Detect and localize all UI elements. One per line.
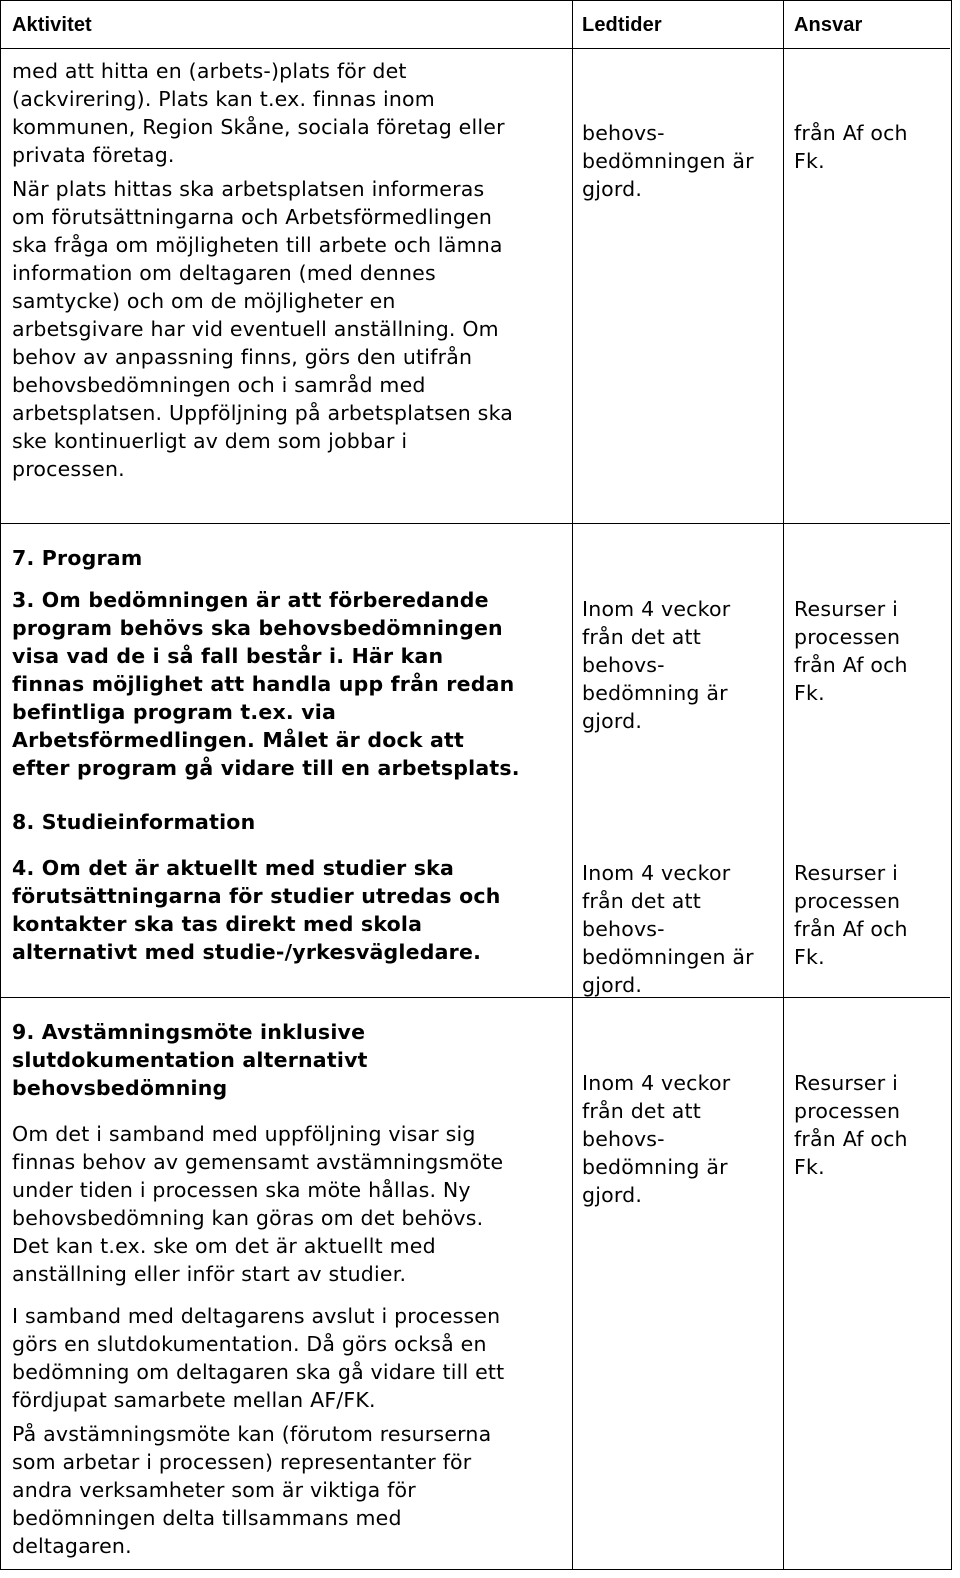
column-divider bbox=[572, 0, 573, 1569]
row-divider bbox=[0, 997, 950, 998]
lead-time-text: behovs- bedömningen är gjord. bbox=[582, 121, 754, 201]
responsibility-text: från Af och Fk. bbox=[794, 121, 908, 173]
column-divider bbox=[783, 0, 784, 1569]
reconcile-paragraph: I samband med deltagarens avslut i processen görs en slutdokumentation. Då görs också en bedömning om deltagaren ska gå vidare till ett fördjupat samarbete mellan AF/FK. bbox=[12, 1304, 505, 1412]
column-header-lead-times: Ledtider bbox=[582, 14, 662, 36]
section-heading-reconcile: 9. Avstämningsmöte inklusive slutdokumentation alternativt behovsbedömning bbox=[12, 1020, 368, 1100]
column-header-activity: Aktivitet bbox=[12, 14, 92, 36]
reconcile-paragraph: På avstämningsmöte kan (förutom resurserna som arbetar i processen) representanter för andra verksamheter som är viktiga för bedömningen delta tillsammans med deltagaren. bbox=[12, 1422, 492, 1558]
study-body: 4. Om det är aktuellt med studier ska förutsättningarna för studier utredas och kontakter ska tas direkt med skola alternativt med studie-/yrkesvägledare. bbox=[12, 856, 501, 964]
responsibility-text: Resurser i processen från Af och Fk. bbox=[794, 861, 908, 969]
lead-time-text: Inom 4 veckor från det att behovs- bedömning är gjord. bbox=[582, 597, 731, 733]
activity-text: med att hitta en (arbets-)plats för det (ackvirering). Plats kan t.ex. finnas inom kommunen, Region Skåne, sociala företag eller privata företag. bbox=[12, 59, 505, 167]
column-header-responsibility: Ansvar bbox=[794, 14, 863, 36]
section-heading-study: 8. Studieinformation bbox=[12, 810, 256, 834]
program-body: 3. Om bedömningen är att förberedande program behövs ska behovsbedömningen visa vad de i så fall består i. Här kan finnas möjlighet att handla upp från redan befintliga program t.ex. via Arbetsförmedlingen. Målet är dock att efter program gå vidare till en arbetsplats. bbox=[12, 588, 520, 780]
responsibility-text: Resurser i processen från Af och Fk. bbox=[794, 597, 908, 705]
activity-text: När plats hittas ska arbetsplatsen informeras om förutsättningarna och Arbetsförmedlingen ska fråga om möjligheten till arbete och lämna information om deltagaren (med dennes samtycke) och om de möjligheter en arbetsgivare har vid eventuell anställning. Om behov av anpassning finns, görs den utifrån behovsbedömningen och i samråd med arbetsplatsen. Uppföljning på arbetsplatsen ska ske kontinuerligt av dem som jobbar i processen. bbox=[12, 177, 514, 481]
lead-time-text: Inom 4 veckor från det att behovs- bedömning är gjord. bbox=[582, 1071, 731, 1207]
lead-time-text: Inom 4 veckor från det att behovs- bedömningen är gjord. bbox=[582, 861, 754, 997]
responsibility-text: Resurser i processen från Af och Fk. bbox=[794, 1071, 908, 1179]
reconcile-paragraph: Om det i samband med uppföljning visar sig finnas behov av gemensamt avstämningsmöte under tiden i processen ska möte hållas. Ny behovsbedömning kan göras om det behövs. Det kan t.ex. ske om det är aktuellt med anställning eller inför start av studier. bbox=[12, 1122, 504, 1286]
header-divider bbox=[0, 48, 950, 49]
section-heading-program: 7. Program bbox=[12, 546, 143, 570]
row-divider bbox=[0, 523, 950, 524]
